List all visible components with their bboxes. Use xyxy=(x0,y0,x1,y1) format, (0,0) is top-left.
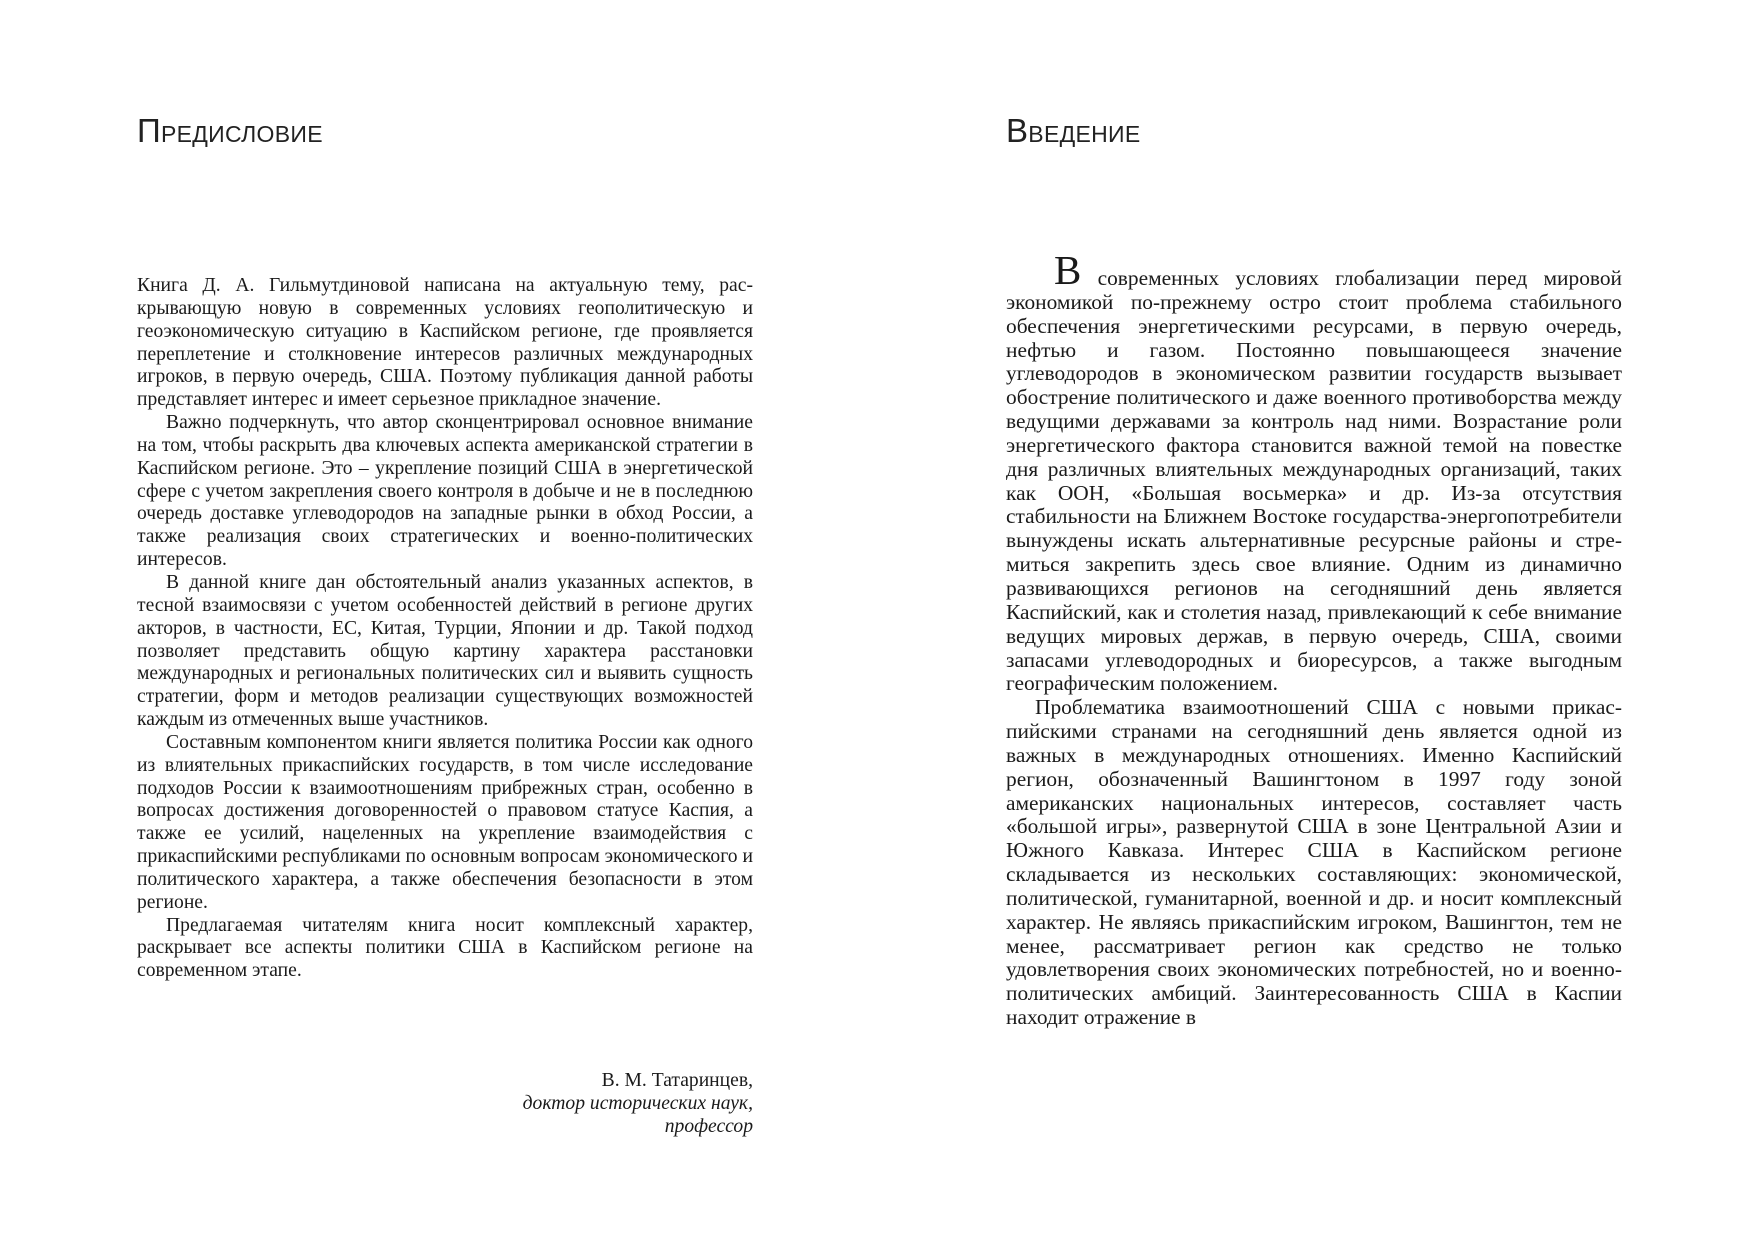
foreword-paragraph-5: Предлагаемая читателям книга носит комплексный характер, раскрывает все аспекты политики США в Каспийском регионе на современном этапе. xyxy=(137,914,753,982)
signature-position: профессор xyxy=(664,1115,753,1137)
right-page xyxy=(875,0,1751,1241)
left-page xyxy=(0,0,875,1241)
foreword-paragraph-4: Составным компонентом книги является политика России как одного из влиятельных прикаспийских государств, в том числе исследование подходов России к взаимоотношениям прибрежных стран, особенно в вопросах достижения договоренностей о правовом статусе Каспия, а также ее усилий, нацеленных на укрепление взаимодействия с прикаспийскими республиками по основным вопросам экономического и политического характера, а также обеспечения безопасности в этом регионе. xyxy=(137,731,753,913)
foreword-paragraph-2: Важно подчеркнуть, что автор сконцентрировал основное внимание на том, чтобы раскрыть два ключевых аспекта американской стратегии в Каспийском регионе. Это – укрепление позиций США в энергетической сфере с учетом закрепления своего контроля в добыче и не в последнюю очередь доставке углеводородов на западные рынки в обход России, а также реализация своих стратегических и военно-политических интересов. xyxy=(137,412,753,571)
signature-degree: доктор исторических наук, xyxy=(522,1092,753,1114)
introduction-title: Введение xyxy=(1006,112,1141,149)
foreword-paragraph-1: Книга Д. А. Гильмутдиновой написана на актуальную тему, раскрывающую новую в современных условиях геополитическую и геоэкономическую ситуацию в Каспийском регионе, где проявляется переплетение и столкновение интересов различных международных игроков, в первую очередь, США. Поэтому публикация данной работы представляет интерес и имеет серьезное прикладное значение. xyxy=(137,275,753,411)
foreword-title: Предисловие xyxy=(137,112,323,149)
introduction-paragraph-1 xyxy=(1006,247,1622,696)
drop-initial: В xyxy=(1054,247,1082,293)
introduction-paragraph-2: Проблематика взаимоотношений США с новыми прикаспийскими странами на сегодняшний день является одной из важных в международных отношениях. Именно Каспийский регион, обозначенный Вашингтоном в 1997 году зоной американских национальных интересов, составляет часть «большой игры», развернутой США в зоне Центральной Азии и Южного Кавказа. Интерес США в Каспийском регионе складывается из нескольких составляющих: экономической, политической, гуманитарной, военной и др. и носит комплексный характер. Не являясь прикаспийским игроком, Вашингтон, тем не менее, рассматривает регион как средство не только удовлетворения своих экономических потребностей, но и военно-политических амбиций. Заинтересованность США в Каспии находит отражение в xyxy=(1006,695,1622,1030)
foreword-body xyxy=(137,275,753,983)
foreword-paragraph-3: В данной книге дан обстоятельный анализ указанных аспектов, в тесной взаимосвязи с учетом особенностей действий в регионе других акторов, в частности, ЕС, Китая, Турции, Японии и др. Такой подход позволяет представить общую картину характера расстановки международных и региональных политических сил и выявить сущность стратегии, форм и методов реализации существующих возможностей каждым из отмеченных выше участников. xyxy=(137,571,753,731)
introduction-body xyxy=(1006,247,1622,1030)
foreword-signature xyxy=(137,1070,753,1139)
signature-name: В. М. Татаринцев, xyxy=(601,1070,753,1091)
introduction-paragraph-1-text: современных условиях глобализации перед мировой экономикой по-прежнему остро стоит проблема стабильного обеспечения энергетическими ресурсами, в первую очередь, нефтью и газом. Постоянно повышающееся значение углеводородов в экономическом развитии государств вызывает обострение политического и даже военного противоборства между ведущими державами за контроль над ними. Возрастание роли энергетического фактора становится важной темой на повестке дня различных влиятельных международных организаций, таких как ООН, «Большая восьмерка» и др. Из-за отсутствия стабильности на Ближнем Востоке государства-энергопотребители вынуждены искать альтернативные ресурсные районы и стремиться закрепить здесь свое влияние. Одним из динамично развивающихся регионов на сегодняшний день является Каспийский, как и столетия назад, привлекающий к себе внимание ведущих мировых держав, в первую очередь, США, своими запасами углеводородных и биоресурсов, а также выгодным географическим положением. xyxy=(1006,266,1622,696)
